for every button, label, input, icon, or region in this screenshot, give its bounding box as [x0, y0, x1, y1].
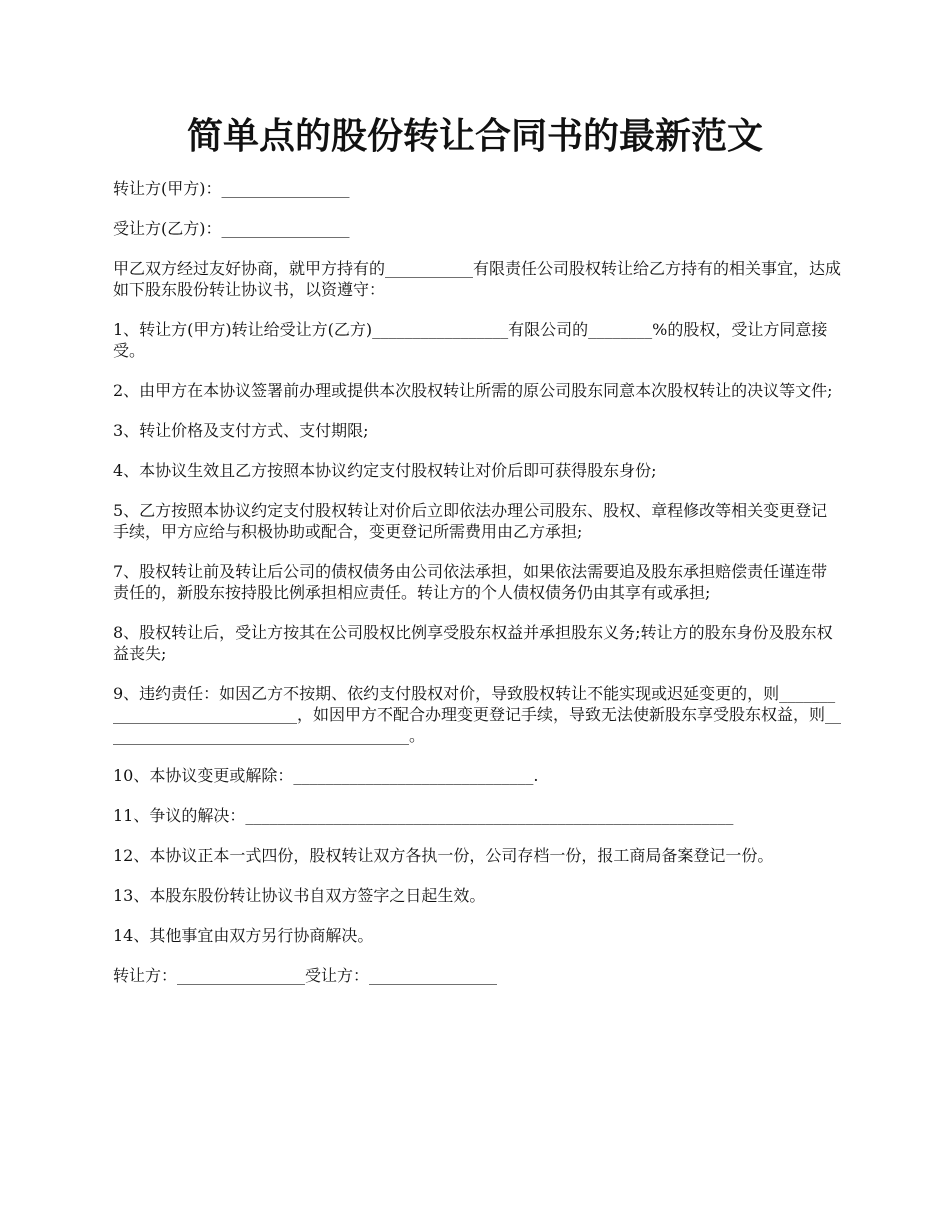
clause-8: 8、股权转让后，受让方按其在公司股权比例享受股东权益并承担股东义务;转让方的股东身份及股东权益丧失;	[113, 623, 833, 663]
clause-9: 9、违约责任：如因乙方不按期、依约支付股权对价，导致股权转让不能实现或迟延变更的，则______________________________，如因甲方不配合办理变更登记手续，导致无法使新股东享受股东权益，则_______________________________________。	[113, 684, 842, 745]
clause-2: 2、由甲方在本协议签署前办理或提供本次股权转让所需的原公司股东同意本次股权转让的决议等文件;	[113, 381, 833, 400]
clause-10: 10、本协议变更或解除：______________________________.	[113, 766, 539, 785]
clause-12: 12、本协议正本一式四份，股权转让双方各执一份，公司存档一份，报工商局备案登记一份。	[113, 846, 774, 865]
clause-13: 13、本股东股份转让协议书自双方签字之日起生效。	[113, 886, 486, 905]
clause-7: 7、股权转让前及转让后公司的债权债务由公司依法承担，如果依法需要追及股东承担赔偿责任谨连带责任的，新股东按持股比例承担相应责任。转让方的个人债权债务仍由其享有或承担;	[113, 562, 828, 602]
party-b-line: 受让方(乙方)：________________	[113, 219, 350, 238]
document-body	[113, 178, 841, 1005]
document-title: 简单点的股份转让合同书的最新范文	[186, 115, 763, 157]
clause-5: 5、乙方按照本协议约定支付股权转让对价后立即依法办理公司股东、股权、章程修改等相关变更登记手续，甲方应给与积极协助或配合，变更登记所需费用由乙方承担;	[113, 501, 828, 541]
signature-line: 转让方：________________受让方：________________	[113, 966, 498, 985]
clause-1: 1、转让方(甲方)转让给受让方(乙方)_________________有限公司的________%的股权，受让方同意接受。	[113, 320, 828, 360]
party-a-line: 转让方(甲方)：________________	[113, 179, 350, 198]
clause-4: 4、本协议生效且乙方按照本协议约定支付股权转让对价后即可获得股东身份;	[113, 461, 657, 480]
clause-14: 14、其他事宜由双方另行协商解决。	[113, 926, 374, 945]
preamble-paragraph: 甲乙双方经过友好协商，就甲方持有的___________有限责任公司股权转让给乙方持有的相关事宜，达成如下股东股份转让协议书，以资遵守：	[113, 259, 842, 299]
clause-11: 11、争议的解决：_____________________________________________________________	[113, 806, 734, 825]
clause-3: 3、转让价格及支付方式、支付期限;	[113, 421, 369, 440]
